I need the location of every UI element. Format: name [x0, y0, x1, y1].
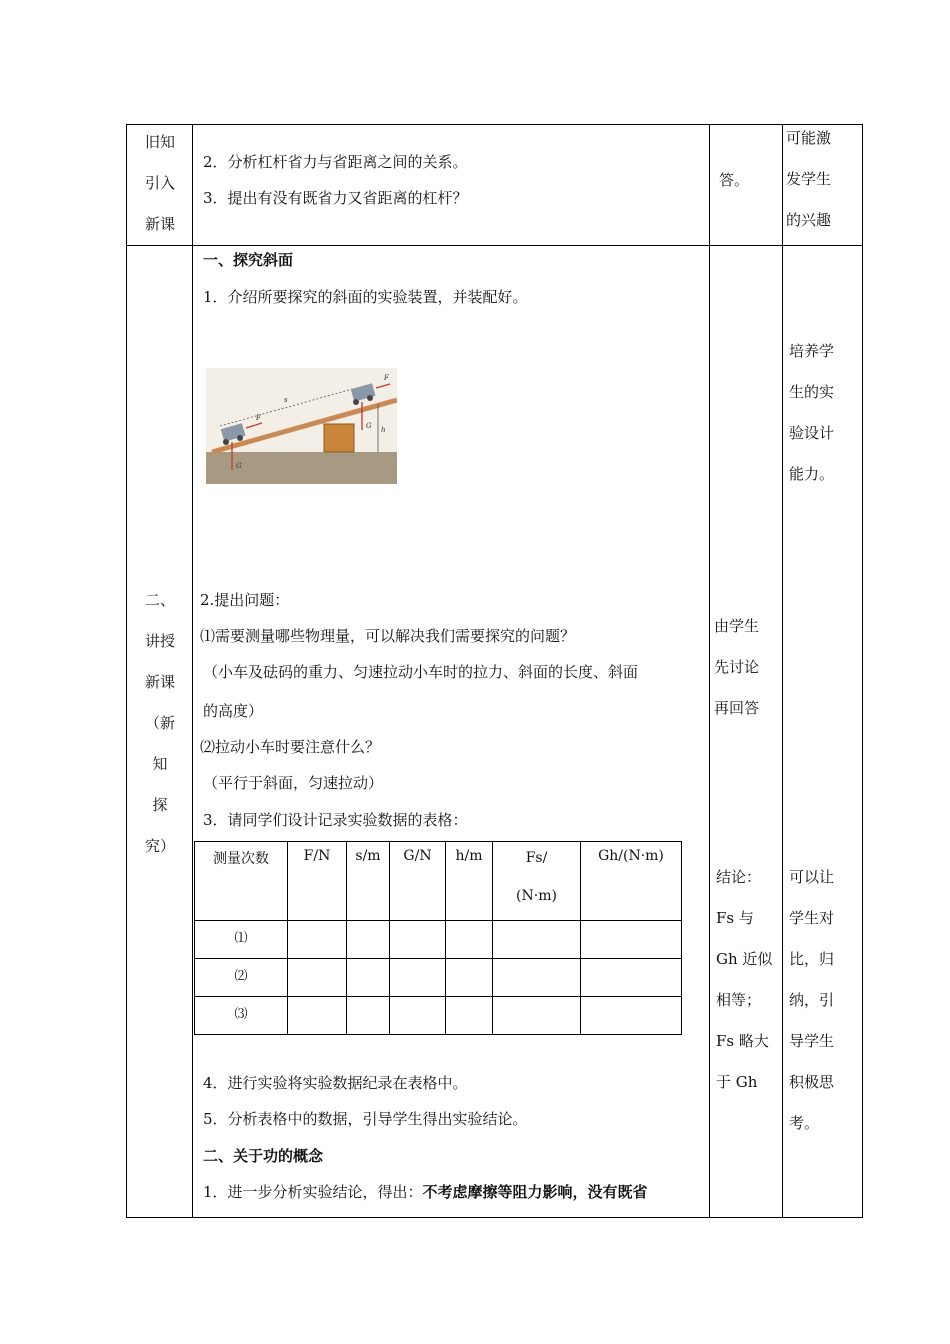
- header-fs-line-1: Fs/: [525, 850, 548, 866]
- answer-1-line-1: （小车及砝码的重力、匀速拉动小车时的拉力、斜面的长度、斜面: [203, 663, 639, 681]
- table-cell[interactable]: [581, 997, 682, 1035]
- stage-text: 知: [152, 755, 168, 773]
- step-3-text: 3．请同学们设计记录实验数据的表格：: [203, 811, 468, 829]
- student-activity-answer: 答。: [719, 171, 750, 189]
- question-2: ⑵拉动小车时要注意什么？: [200, 738, 381, 756]
- intent-text: 可能激: [786, 129, 832, 147]
- table-cell[interactable]: [446, 921, 493, 959]
- data-table-header-row: [195, 842, 682, 921]
- intent-text: 能力。: [789, 465, 835, 483]
- column-divider: [709, 125, 710, 1217]
- student-activity-conclusion: [716, 857, 782, 1103]
- header-force: F/N: [288, 842, 347, 921]
- stage-text: 讲授: [144, 632, 175, 650]
- activity-text: 结论：: [716, 868, 762, 886]
- stage-text: 旧知: [144, 133, 175, 151]
- activity-text: 由学生: [714, 617, 760, 635]
- section-title-incline: 一、探究斜面: [203, 251, 294, 269]
- answer-2: （平行于斜面，匀速拉动）: [203, 774, 384, 792]
- wooden-block: [324, 424, 354, 452]
- trial-number: ⑵: [195, 959, 288, 997]
- trial-number: ⑴: [195, 921, 288, 959]
- table-cell[interactable]: [288, 997, 347, 1035]
- stage-text: 探: [152, 796, 168, 814]
- table-surface: [206, 452, 397, 484]
- activity-text: 相等；: [716, 991, 762, 1009]
- step-4-text: 4．进行实验将实验数据纪录在表格中。: [203, 1074, 468, 1092]
- table-cell[interactable]: [493, 959, 581, 997]
- stage-text: 二、: [144, 591, 175, 609]
- answer-1-line-2: 的高度）: [203, 702, 264, 720]
- section-title-work: 二、关于功的概念: [203, 1147, 324, 1165]
- stage-text: （新: [144, 714, 175, 732]
- table-cell[interactable]: [288, 921, 347, 959]
- intent-text: 纳，引: [789, 991, 835, 1009]
- row-divider: [127, 245, 862, 246]
- table-cell[interactable]: [581, 959, 682, 997]
- intent-text: 发学生: [786, 170, 832, 188]
- activity-text: Gh 近似: [716, 950, 773, 968]
- step-6-emphasis: 不考虑摩擦等阻力影响，没有既省: [422, 1183, 648, 1201]
- stage-text: 新课: [144, 215, 175, 233]
- review-item-3: 3．提出有没有既省力又省距离的杠杆？: [203, 189, 468, 207]
- table-row: [195, 997, 682, 1035]
- design-intent-compare: [789, 857, 855, 1144]
- header-distance: s/m: [347, 842, 390, 921]
- intent-text: 验设计: [789, 424, 835, 442]
- design-intent-interest: [786, 118, 850, 241]
- header-weight: G/N: [390, 842, 446, 921]
- figure-label-f2: F: [384, 374, 389, 382]
- figure-label-g1: G: [236, 462, 242, 470]
- table-cell[interactable]: [493, 921, 581, 959]
- stage-cell-new-lesson: [136, 580, 184, 867]
- table-cell[interactable]: [390, 997, 446, 1035]
- intent-text: 培养学: [789, 342, 835, 360]
- intent-text: 考。: [789, 1114, 820, 1132]
- intent-text: 比，归: [789, 950, 835, 968]
- design-intent-experiment: [789, 331, 855, 495]
- column-divider: [192, 125, 193, 1217]
- figure-label-s: s: [284, 396, 288, 404]
- intent-text: 导学生: [789, 1032, 835, 1050]
- activity-text: Fs 与: [716, 909, 754, 927]
- question-1: ⑴需要测量哪些物理量，可以解决我们需要探究的问题？: [200, 627, 576, 645]
- table-cell[interactable]: [347, 959, 390, 997]
- student-activity-discuss: [714, 606, 780, 729]
- incline-experiment-figure: [206, 368, 397, 484]
- step-6-prefix: 1．进一步分析实验结论，得出：: [203, 1183, 423, 1201]
- intent-text: 积极思: [789, 1073, 835, 1091]
- header-trial: 测量次数: [195, 842, 288, 921]
- stage-text: 引入: [144, 174, 175, 192]
- stage-cell-review: [136, 122, 184, 245]
- table-cell[interactable]: [288, 959, 347, 997]
- step-6-text: [203, 1182, 648, 1202]
- activity-text: 先讨论: [714, 658, 760, 676]
- activity-text: 于 Gh: [716, 1073, 758, 1091]
- table-cell[interactable]: [347, 997, 390, 1035]
- table-cell[interactable]: [390, 921, 446, 959]
- review-item-2: 2．分析杠杆省力与省距离之间的关系。: [203, 153, 468, 171]
- header-fs-line-2: (N·m): [516, 888, 557, 904]
- header-gh: Gh/(N·m): [581, 842, 682, 921]
- activity-text: 再回答: [714, 699, 760, 717]
- intent-text: 学生对: [789, 909, 835, 927]
- step-5-text: 5．分析表格中的数据，引导学生得出实验结论。: [203, 1110, 528, 1128]
- table-cell[interactable]: [446, 959, 493, 997]
- experiment-data-table: [194, 841, 682, 1035]
- table-cell[interactable]: [390, 959, 446, 997]
- column-divider: [782, 125, 783, 1217]
- table-row: [195, 921, 682, 959]
- stage-text: 究）: [144, 837, 175, 855]
- stage-text: 新课: [144, 673, 175, 691]
- step-1-text: 1．介绍所要探究的斜面的实验装置，并装配好。: [203, 288, 528, 306]
- table-cell[interactable]: [581, 921, 682, 959]
- table-cell[interactable]: [493, 997, 581, 1035]
- header-fs: [493, 842, 581, 921]
- intent-text: 生的实: [789, 383, 835, 401]
- table-row: [195, 959, 682, 997]
- intent-text: 可以让: [789, 868, 835, 886]
- table-cell[interactable]: [347, 921, 390, 959]
- step-2-title: 2.提出问题：: [200, 591, 290, 609]
- figure-label-g2: G: [366, 422, 372, 430]
- activity-text: Fs 略大: [716, 1032, 769, 1050]
- figure-label-f1: F: [256, 414, 261, 422]
- figure-label-h: h: [381, 426, 386, 434]
- trial-number: ⑶: [195, 997, 288, 1035]
- intent-text: 的兴趣: [786, 211, 832, 229]
- header-height: h/m: [446, 842, 493, 921]
- table-cell[interactable]: [446, 997, 493, 1035]
